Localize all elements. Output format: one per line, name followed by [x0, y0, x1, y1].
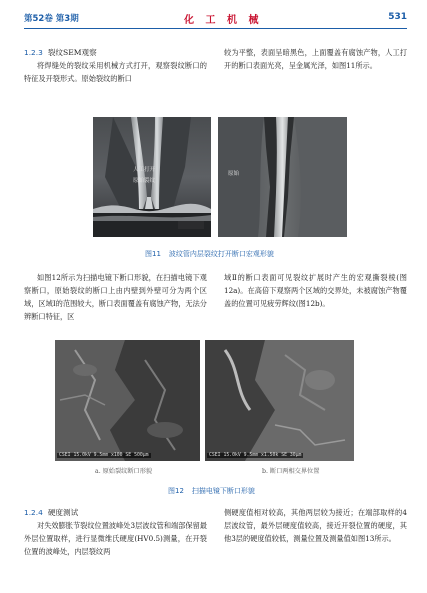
label-artificial: 人工打开 [133, 167, 156, 173]
sem-text-left [24, 271, 207, 323]
paragraph: 侧硬度值相对较高，其他两层较为接近；在端部取样的4层波纹管，最外层硬度值较高，接近开裂位置的硬度，其他3层的硬度值较低，测量位置及测量值如图13所示。 [224, 508, 407, 543]
caption-text: 扫描电镜下断口形貌 [191, 487, 255, 495]
label-original: 原始裂纹 [133, 178, 156, 184]
label-right: 原始 [228, 171, 240, 177]
figure-number: 图11 [145, 250, 161, 258]
sem-image-a [55, 340, 200, 461]
figure12a-subcaption: a. 原始裂纹断口形貌 [95, 468, 153, 475]
page-number: 531 [388, 12, 407, 22]
sem-image-b [205, 340, 354, 461]
figure12-caption [168, 486, 255, 496]
section-title: 裂纹SEM观察 [47, 48, 97, 57]
scale-bar-a: CSEI 15.0kV 9.5mm x100 SE 500μm [59, 453, 149, 458]
fracture-surface-image [218, 117, 347, 237]
section-number: 1.2.3 [24, 48, 43, 57]
paragraph: 较为平整，表面呈暗黑色，上面覆盖有腐蚀产物，人工打开的断口表面光亮，呈金属光泽，如图11所示。 [224, 48, 407, 70]
section-124-heading [24, 506, 207, 519]
figure12a-photo [55, 340, 200, 461]
section-123-right [224, 46, 407, 72]
section-124-left [24, 506, 207, 558]
paragraph: 如图12所示为扫描电镜下断口形貌，在扫描电镜下观察断口，原始裂纹的断口上由内壁到外壁可分为两个区域，区域Ⅰ的范围较大，断口表面覆盖有腐蚀产物，无法分辨断口特征，区 [24, 273, 207, 321]
figure11-photo-right [218, 117, 347, 237]
volume-issue: 第52卷 第3期 [24, 14, 79, 24]
figure12b-photo [205, 340, 354, 461]
figure12b-subcaption: b. 断口两相交界位置 [262, 468, 320, 475]
journal-title: 化 工 机 械 [184, 15, 263, 26]
header-rule [24, 28, 407, 29]
caption-text: 波纹管内层裂纹打开断口宏观形貌 [168, 250, 274, 258]
paragraph: 对失效膨胀节裂纹位置波峰处3层波纹管和端部保留最外层位置取样，进行显微维氏硬度(HV0.5)测量，在开裂位置的波峰处，内层裂纹两 [24, 521, 207, 556]
section-number: 1.2.4 [24, 508, 43, 517]
page-header [24, 12, 407, 26]
figure-number: 图12 [168, 487, 184, 495]
figure11-caption [145, 249, 274, 259]
figure11-photo-left [93, 117, 211, 237]
sem-text-right [224, 271, 407, 310]
paragraph: 域Ⅱ的断口表面可见裂纹扩展时产生的宏观撕裂棱(图12a)。在高倍下观察两个区域的交界处，未被腐蚀产物覆盖的位置可见疲劳辉纹(图12b)。 [224, 273, 407, 308]
section-123-left [24, 46, 207, 85]
scale-bar-b: CSEI 15.0kV 9.5mm x1.50k SE 30μm [209, 453, 302, 458]
section-title: 硬度测试 [47, 508, 79, 517]
section-123-heading [24, 46, 207, 59]
section-124-right [224, 506, 407, 545]
paragraph: 将焊缝处的裂纹采用机械方式打开，观察裂纹断口的特征及开裂形式。原始裂纹的断口 [24, 61, 207, 83]
